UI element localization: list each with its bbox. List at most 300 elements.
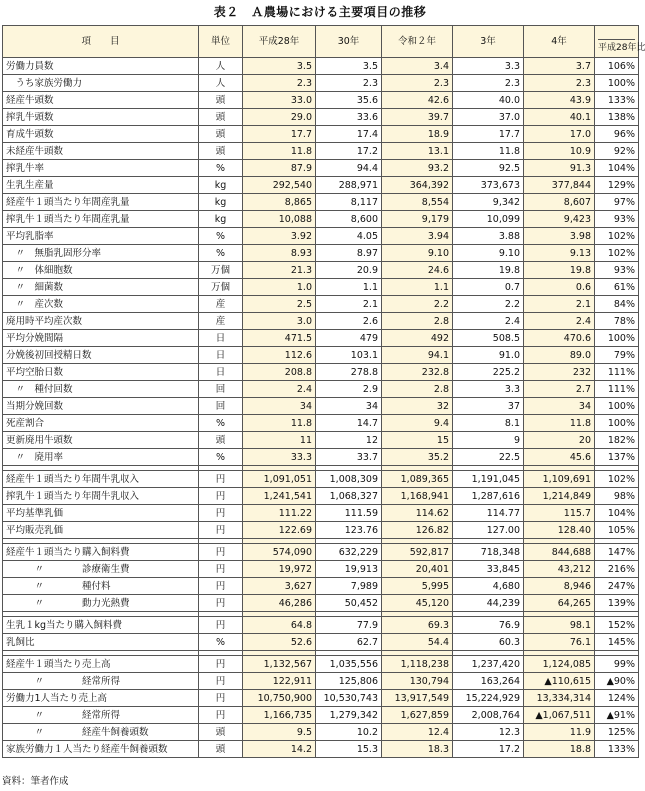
value-r4: 34 xyxy=(524,398,595,415)
table-row xyxy=(3,92,639,109)
value-r4: ▲110,615 xyxy=(524,673,595,690)
value-r3: 3.3 xyxy=(453,381,524,398)
value-r3: 8.1 xyxy=(453,415,524,432)
value-h28: 9.5 xyxy=(243,724,316,741)
item-label: 〃 産次数 xyxy=(3,296,199,313)
value-r3: 17.7 xyxy=(453,126,524,143)
value-h28: 3.5 xyxy=(243,58,316,75)
ratio-h28: 137% xyxy=(595,449,639,466)
table-row xyxy=(3,262,639,279)
item-label: 生乳１kg当たり購入飼料費 xyxy=(3,617,199,634)
value-r3: 91.0 xyxy=(453,347,524,364)
value-h28: 8,865 xyxy=(243,194,316,211)
value-r2: 3.94 xyxy=(382,228,453,245)
value-r3: 225.2 xyxy=(453,364,524,381)
table-row xyxy=(3,160,639,177)
value-h28: 292,540 xyxy=(243,177,316,194)
value-r2: 232.8 xyxy=(382,364,453,381)
value-r4: 128.40 xyxy=(524,522,595,539)
unit: 産 xyxy=(199,296,243,313)
unit: 円 xyxy=(199,578,243,595)
ratio-h28: 99% xyxy=(595,656,639,673)
header-year-2: 令和２年 xyxy=(382,26,453,58)
ratio-h28: 106% xyxy=(595,58,639,75)
value-h30: 50,452 xyxy=(316,595,382,612)
value-r2: 13.1 xyxy=(382,143,453,160)
unit: 万個 xyxy=(199,279,243,296)
value-r2: 1,089,365 xyxy=(382,471,453,488)
value-r3: 76.9 xyxy=(453,617,524,634)
item-label: 〃 体細胞数 xyxy=(3,262,199,279)
value-r3: 2.3 xyxy=(453,75,524,92)
table-row xyxy=(3,707,639,724)
item-label: 〃 細菌数 xyxy=(3,279,199,296)
value-h30: 17.4 xyxy=(316,126,382,143)
value-r2: 130,794 xyxy=(382,673,453,690)
value-r3: 718,348 xyxy=(453,544,524,561)
unit: 頭 xyxy=(199,432,243,449)
value-r2: 1,168,941 xyxy=(382,488,453,505)
value-r2: 1,627,859 xyxy=(382,707,453,724)
ratio-h28: 129% xyxy=(595,177,639,194)
value-r4: 377,844 xyxy=(524,177,595,194)
value-r4: 1,214,849 xyxy=(524,488,595,505)
value-r2: 2.8 xyxy=(382,313,453,330)
value-r4: 9.13 xyxy=(524,245,595,262)
value-r4: 8,946 xyxy=(524,578,595,595)
value-h28: 14.2 xyxy=(243,741,316,758)
table-row xyxy=(3,634,639,651)
table-row xyxy=(3,177,639,194)
header-item: 項 目 xyxy=(3,26,199,58)
value-r3: 163,264 xyxy=(453,673,524,690)
header-ratio xyxy=(595,26,645,58)
footnote: 資料：筆者作成 xyxy=(2,776,69,787)
table-row xyxy=(3,415,639,432)
unit: 円 xyxy=(199,544,243,561)
value-r3: 92.5 xyxy=(453,160,524,177)
table-row xyxy=(3,347,639,364)
value-r4: 1,124,085 xyxy=(524,656,595,673)
unit: 円 xyxy=(199,656,243,673)
unit: % xyxy=(199,634,243,651)
value-h30: 14.7 xyxy=(316,415,382,432)
value-h28: 1,132,567 xyxy=(243,656,316,673)
value-r4: 0.6 xyxy=(524,279,595,296)
value-h30: 15.3 xyxy=(316,741,382,758)
ratio-h28: 182% xyxy=(595,432,639,449)
ratio-h28: 96% xyxy=(595,126,639,143)
value-h28: 11.8 xyxy=(243,143,316,160)
ratio-h28: 138% xyxy=(595,109,639,126)
unit: kg xyxy=(199,194,243,211)
ratio-h28: 124% xyxy=(595,690,639,707)
value-r3: 9.10 xyxy=(453,245,524,262)
item-label: 〃 経常所得 xyxy=(3,707,199,724)
value-r2: 9.10 xyxy=(382,245,453,262)
ratio-h28: 104% xyxy=(595,505,639,522)
value-r3: 37 xyxy=(453,398,524,415)
item-label: 当期分娩回数 xyxy=(3,398,199,415)
value-r3: 9,342 xyxy=(453,194,524,211)
value-h28: 3.92 xyxy=(243,228,316,245)
value-h30: 1,068,327 xyxy=(316,488,382,505)
item-label: 〃 経産牛飼養頭数 xyxy=(3,724,199,741)
table-row xyxy=(3,228,639,245)
value-h30: 3.5 xyxy=(316,58,382,75)
table-row xyxy=(3,381,639,398)
value-r3: 3.3 xyxy=(453,58,524,75)
value-r4: 232 xyxy=(524,364,595,381)
data-table xyxy=(2,25,645,758)
value-h28: 1,091,051 xyxy=(243,471,316,488)
item-label: 〃 廃用率 xyxy=(3,449,199,466)
ratio-h28: 61% xyxy=(595,279,639,296)
ratio-h28: 93% xyxy=(595,262,639,279)
value-h28: 1.0 xyxy=(243,279,316,296)
value-h30: 94.4 xyxy=(316,160,382,177)
value-h30: 278.8 xyxy=(316,364,382,381)
value-h28: 111.22 xyxy=(243,505,316,522)
value-h28: 33.0 xyxy=(243,92,316,109)
unit: % xyxy=(199,415,243,432)
item-label: 労働力1人当たり売上高 xyxy=(3,690,199,707)
unit: 頭 xyxy=(199,741,243,758)
ratio-h28: 100% xyxy=(595,398,639,415)
header-ratio-label: 平成28年比 xyxy=(598,39,635,56)
value-r2: 69.3 xyxy=(382,617,453,634)
value-r3: 2,008,764 xyxy=(453,707,524,724)
value-r4: 9,423 xyxy=(524,211,595,228)
ratio-h28: 100% xyxy=(595,330,639,347)
item-label: 平均基準乳価 xyxy=(3,505,199,522)
unit: 円 xyxy=(199,617,243,634)
unit: kg xyxy=(199,211,243,228)
value-r2: 54.4 xyxy=(382,634,453,651)
item-label: うち家族労働力 xyxy=(3,75,199,92)
unit: 円 xyxy=(199,595,243,612)
value-r4: 11.9 xyxy=(524,724,595,741)
value-h30: 33.6 xyxy=(316,109,382,126)
table-row xyxy=(3,194,639,211)
unit: 頭 xyxy=(199,126,243,143)
value-r2: 2.3 xyxy=(382,75,453,92)
value-r3: 0.7 xyxy=(453,279,524,296)
table-row xyxy=(3,741,639,758)
table-row xyxy=(3,617,639,634)
value-h30: 479 xyxy=(316,330,382,347)
unit: 円 xyxy=(199,488,243,505)
ratio-h28: 111% xyxy=(595,381,639,398)
value-h28: 122.69 xyxy=(243,522,316,539)
table-row xyxy=(3,544,639,561)
ratio-h28: ▲90% xyxy=(595,673,639,690)
unit: 日 xyxy=(199,330,243,347)
value-r4: 844,688 xyxy=(524,544,595,561)
value-h30: 8,600 xyxy=(316,211,382,228)
value-r2: 126.82 xyxy=(382,522,453,539)
value-h30: 4.05 xyxy=(316,228,382,245)
value-h28: 208.8 xyxy=(243,364,316,381)
value-r3: 1,287,616 xyxy=(453,488,524,505)
ratio-h28: 79% xyxy=(595,347,639,364)
item-label: 〃 無脂乳固形分率 xyxy=(3,245,199,262)
value-h30: 8,117 xyxy=(316,194,382,211)
unit: 頭 xyxy=(199,92,243,109)
item-label: 経産牛頭数 xyxy=(3,92,199,109)
value-r4: 18.8 xyxy=(524,741,595,758)
unit: % xyxy=(199,228,243,245)
value-r3: 1,237,420 xyxy=(453,656,524,673)
unit: 万個 xyxy=(199,262,243,279)
table-body xyxy=(3,58,639,758)
value-r2: 13,917,549 xyxy=(382,690,453,707)
value-h28: 122,911 xyxy=(243,673,316,690)
value-h28: 64.8 xyxy=(243,617,316,634)
ratio-h28: 105% xyxy=(595,522,639,539)
value-r4: 2.3 xyxy=(524,75,595,92)
value-r2: 35.2 xyxy=(382,449,453,466)
value-r2: 8,554 xyxy=(382,194,453,211)
item-label: 経産牛１頭当たり購入飼料費 xyxy=(3,544,199,561)
ratio-h28: 102% xyxy=(595,471,639,488)
value-h30: 1,279,342 xyxy=(316,707,382,724)
table-row xyxy=(3,279,639,296)
unit: 円 xyxy=(199,471,243,488)
value-h28: 1,241,541 xyxy=(243,488,316,505)
ratio-h28: 145% xyxy=(595,634,639,651)
value-r3: 15,224,929 xyxy=(453,690,524,707)
value-r3: 60.3 xyxy=(453,634,524,651)
value-r4: 98.1 xyxy=(524,617,595,634)
value-r4: 40.1 xyxy=(524,109,595,126)
unit: 回 xyxy=(199,381,243,398)
value-r3: 508.5 xyxy=(453,330,524,347)
value-r4: 17.0 xyxy=(524,126,595,143)
ratio-h28: 247% xyxy=(595,578,639,595)
unit: 円 xyxy=(199,707,243,724)
unit: 円 xyxy=(199,505,243,522)
item-label: 〃 診療衛生費 xyxy=(3,561,199,578)
value-r2: 18.9 xyxy=(382,126,453,143)
value-r3: 19.8 xyxy=(453,262,524,279)
ratio-h28: 97% xyxy=(595,194,639,211)
unit: 円 xyxy=(199,690,243,707)
value-r2: 364,392 xyxy=(382,177,453,194)
value-r2: 3.4 xyxy=(382,58,453,75)
unit: 日 xyxy=(199,347,243,364)
value-r3: 127.00 xyxy=(453,522,524,539)
value-r3: 2.4 xyxy=(453,313,524,330)
table-row xyxy=(3,673,639,690)
value-r2: 93.2 xyxy=(382,160,453,177)
value-h28: 2.3 xyxy=(243,75,316,92)
value-h28: 3,627 xyxy=(243,578,316,595)
ratio-h28: 102% xyxy=(595,228,639,245)
value-h28: 33.3 xyxy=(243,449,316,466)
table-row xyxy=(3,505,639,522)
item-label: 〃 経常所得 xyxy=(3,673,199,690)
value-r4: 76.1 xyxy=(524,634,595,651)
value-h30: 2.3 xyxy=(316,75,382,92)
item-label: 廃用時平均産次数 xyxy=(3,313,199,330)
value-h30: 2.9 xyxy=(316,381,382,398)
table-row xyxy=(3,449,639,466)
value-r3: 37.0 xyxy=(453,109,524,126)
item-label: 経産牛１頭当たり年間産乳量 xyxy=(3,194,199,211)
item-label: 平均販売乳価 xyxy=(3,522,199,539)
value-r2: 5,995 xyxy=(382,578,453,595)
value-r2: 114.62 xyxy=(382,505,453,522)
item-label: 分娩後初回授精日数 xyxy=(3,347,199,364)
item-label: 育成牛頭数 xyxy=(3,126,199,143)
ratio-h28: 98% xyxy=(595,488,639,505)
value-h30: 2.1 xyxy=(316,296,382,313)
item-label: 死産割合 xyxy=(3,415,199,432)
value-h28: 10,750,900 xyxy=(243,690,316,707)
value-h30: 123.76 xyxy=(316,522,382,539)
value-r4: ▲1,067,511 xyxy=(524,707,595,724)
value-r3: 373,673 xyxy=(453,177,524,194)
value-r3: 10,099 xyxy=(453,211,524,228)
value-h28: 471.5 xyxy=(243,330,316,347)
value-r3: 40.0 xyxy=(453,92,524,109)
value-h30: 111.59 xyxy=(316,505,382,522)
ratio-h28: 100% xyxy=(595,75,639,92)
table-row xyxy=(3,330,639,347)
value-r3: 17.2 xyxy=(453,741,524,758)
unit: 産 xyxy=(199,313,243,330)
table-row xyxy=(3,245,639,262)
value-h30: 1,035,556 xyxy=(316,656,382,673)
value-r4: 2.4 xyxy=(524,313,595,330)
item-label: 〃 種付料 xyxy=(3,578,199,595)
unit: 頭 xyxy=(199,724,243,741)
header-year-0: 平成28年 xyxy=(243,26,316,58)
value-h28: 574,090 xyxy=(243,544,316,561)
value-r2: 24.6 xyxy=(382,262,453,279)
value-h30: 12 xyxy=(316,432,382,449)
table-row xyxy=(3,296,639,313)
value-h30: 8.97 xyxy=(316,245,382,262)
value-r2: 2.2 xyxy=(382,296,453,313)
header-year-3: 3年 xyxy=(453,26,524,58)
value-r3: 22.5 xyxy=(453,449,524,466)
unit: 円 xyxy=(199,561,243,578)
ratio-h28: 78% xyxy=(595,313,639,330)
value-r3: 4,680 xyxy=(453,578,524,595)
value-h30: 7,989 xyxy=(316,578,382,595)
value-r3: 11.8 xyxy=(453,143,524,160)
table-row xyxy=(3,58,639,75)
unit: % xyxy=(199,245,243,262)
item-label: 乳飼比 xyxy=(3,634,199,651)
value-r4: 470.6 xyxy=(524,330,595,347)
value-r3: 2.2 xyxy=(453,296,524,313)
table-row xyxy=(3,488,639,505)
unit: 頭 xyxy=(199,109,243,126)
item-label: 平均空胎日数 xyxy=(3,364,199,381)
value-r3: 1,191,045 xyxy=(453,471,524,488)
value-r2: 94.1 xyxy=(382,347,453,364)
value-r4: 13,334,314 xyxy=(524,690,595,707)
value-h30: 2.6 xyxy=(316,313,382,330)
value-h30: 1.1 xyxy=(316,279,382,296)
value-h30: 33.7 xyxy=(316,449,382,466)
table-row xyxy=(3,561,639,578)
value-h28: 1,166,735 xyxy=(243,707,316,724)
table-row xyxy=(3,656,639,673)
table-row xyxy=(3,578,639,595)
table-row xyxy=(3,126,639,143)
value-h30: 10.2 xyxy=(316,724,382,741)
item-label: 搾乳牛１頭当たり年間産乳量 xyxy=(3,211,199,228)
value-h28: 2.5 xyxy=(243,296,316,313)
value-r2: 9,179 xyxy=(382,211,453,228)
table-row xyxy=(3,432,639,449)
ratio-h28: 125% xyxy=(595,724,639,741)
table-row xyxy=(3,398,639,415)
item-label: 搾乳牛頭数 xyxy=(3,109,199,126)
value-h28: 21.3 xyxy=(243,262,316,279)
ratio-h28: 104% xyxy=(595,160,639,177)
table-row xyxy=(3,313,639,330)
value-r4: 20 xyxy=(524,432,595,449)
ratio-h28: 102% xyxy=(595,245,639,262)
value-h28: 112.6 xyxy=(243,347,316,364)
value-h30: 19,913 xyxy=(316,561,382,578)
value-r4: 64,265 xyxy=(524,595,595,612)
table-row xyxy=(3,364,639,381)
value-r2: 20,401 xyxy=(382,561,453,578)
ratio-h28: ▲91% xyxy=(595,707,639,724)
value-r2: 15 xyxy=(382,432,453,449)
value-r4: 45.6 xyxy=(524,449,595,466)
value-r4: 10.9 xyxy=(524,143,595,160)
value-h28: 46,286 xyxy=(243,595,316,612)
value-r4: 19.8 xyxy=(524,262,595,279)
item-label: 生乳生産量 xyxy=(3,177,199,194)
value-r4: 43,212 xyxy=(524,561,595,578)
ratio-h28: 133% xyxy=(595,741,639,758)
header-year-1: 30年 xyxy=(316,26,382,58)
value-h28: 34 xyxy=(243,398,316,415)
item-label: 更新廃用牛頭数 xyxy=(3,432,199,449)
value-h30: 35.6 xyxy=(316,92,382,109)
unit: 円 xyxy=(199,522,243,539)
value-h28: 19,972 xyxy=(243,561,316,578)
item-label: 平均乳脂率 xyxy=(3,228,199,245)
value-h30: 288,971 xyxy=(316,177,382,194)
item-label: 搾乳牛１頭当たり年間牛乳収入 xyxy=(3,488,199,505)
table-row xyxy=(3,75,639,92)
ratio-h28: 133% xyxy=(595,92,639,109)
value-h30: 632,229 xyxy=(316,544,382,561)
unit: 頭 xyxy=(199,143,243,160)
value-h28: 17.7 xyxy=(243,126,316,143)
value-r4: 115.7 xyxy=(524,505,595,522)
table-row xyxy=(3,690,639,707)
ratio-h28: 147% xyxy=(595,544,639,561)
ratio-h28: 111% xyxy=(595,364,639,381)
value-r4: 3.98 xyxy=(524,228,595,245)
ratio-h28: 152% xyxy=(595,617,639,634)
value-r2: 42.6 xyxy=(382,92,453,109)
value-r3: 114.77 xyxy=(453,505,524,522)
value-r2: 1,118,238 xyxy=(382,656,453,673)
value-r4: 89.0 xyxy=(524,347,595,364)
value-r2: 12.4 xyxy=(382,724,453,741)
